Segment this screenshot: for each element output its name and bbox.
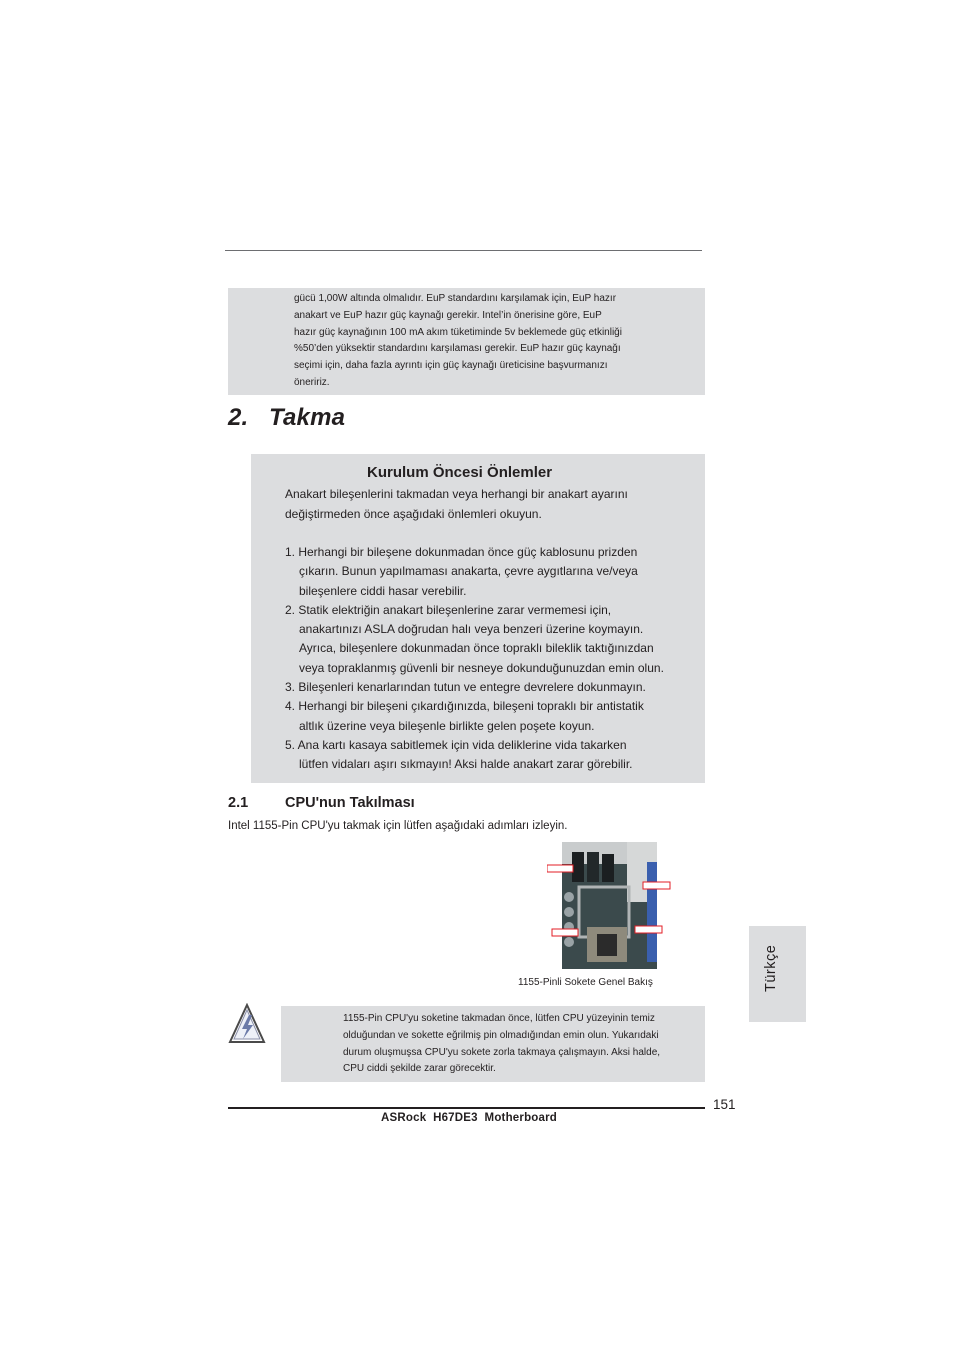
list-item-line: 4. Herhangi bir bileşeni çıkardığınızda, bileşeni topraklı bir antistatik: [285, 699, 644, 714]
top-divider: [225, 250, 702, 251]
warning-line: durum oluşmuşsa CPU'yu sokete zorla takmaya çalışmayın. Aksi halde,: [343, 1046, 661, 1058]
note-text: [294, 291, 694, 392]
bottom-divider: [228, 1107, 705, 1109]
list-item-line: bileşenlere ciddi hasar verebilir.: [299, 583, 467, 598]
footer-title: ASRock H67DE3 Motherboard: [381, 1112, 558, 1124]
warning-line: olduğundan ve sokette eğrilmiş pin olmadığından emin olun. Yukarıdaki: [343, 1029, 659, 1041]
list-item-line: lütfen vidaları aşırı sıkmayın! Aksi halde anakart zarar görebilir.: [299, 757, 633, 772]
precautions-heading: Kurulum Öncesi Önlemler: [367, 464, 553, 481]
socket-photo: [547, 842, 672, 970]
list-item-line: 5. Ana kartı kasaya sabitlemek için vida deliklerine vida takarken: [285, 737, 627, 752]
note-line: gücü 1,00W altında olmalıdır. EuP standardını karşılamak için, EuP hazır: [294, 293, 617, 304]
list-item-line: çıkarın. Bunun yapılmaması anakarta, çevre aygıtlarına ve/veya: [299, 564, 638, 579]
list-item-line: Ayrıca, bileşenlere dokunmadan önce topraklı bileklik taktığınızdan: [299, 641, 654, 656]
intro-line: Anakart bileşenlerini takmadan veya herhangi bir anakart ayarını: [285, 487, 628, 501]
warning-line: 1155-Pin CPU'yu soketine takmadan önce, lütfen CPU yüzeyinin temiz: [343, 1013, 655, 1024]
warning-triangle-icon: [228, 1003, 266, 1045]
subsection-number: 2.1: [228, 795, 249, 811]
intro-line: değiştirmeden önce aşağıdaki önlemleri okuyun.: [285, 506, 542, 521]
precautions-list: [285, 543, 700, 775]
warning-text: [343, 1011, 703, 1078]
list-item-line: veya topraklanmış güvenli bir nesneye dokunduğunuzdan emin olun.: [299, 660, 664, 675]
subsection-intro: Intel 1155-Pin CPU'yu takmak için lütfen aşağıdaki adımları izleyin.: [228, 820, 568, 832]
precautions-intro: [285, 485, 695, 524]
note-line: öneririz.: [294, 376, 330, 388]
language-tab-label: Türkçe: [763, 944, 779, 992]
note-line: hazır güç kaynağının 100 mA akım tüketiminde 5v beklemede güç etkinliği: [294, 326, 622, 338]
note-line: %50’den yüksektir standardını karşılaması gerekir. EuP hazır güç kaynağı: [294, 343, 621, 355]
figure-caption: 1155-Pinli Sokete Genel Bakış: [518, 977, 653, 988]
note-line: seçimi için, daha fazla ayrıntı için güç kaynağı üreticisine başvurmanızı: [294, 360, 608, 372]
page-number: 151: [713, 1097, 736, 1112]
list-item-line: altlık üzerine veya bileşenle birlikte gelen poşete koyun.: [299, 718, 595, 733]
section-title: 2. Takma: [228, 404, 346, 431]
note-line: anakart ve EuP hazır güç kaynağı gerekir. Intel’in önerisine göre, EuP: [294, 309, 602, 321]
warning-line: CPU ciddi şekilde zarar görecektir.: [343, 1063, 496, 1075]
list-item-line: 3. Bileşenleri kenarlarından tutun ve entegre devrelere dokunmayın.: [285, 680, 646, 695]
subsection-title: CPU'nun Takılması: [285, 795, 415, 811]
list-item-line: 2. Statik elektriğin anakart bileşenlerine zarar vermemesi için,: [285, 602, 612, 617]
list-item-line: anakartınızı ASLA doğrudan halı veya benzeri üzerine koymayın.: [299, 622, 644, 637]
list-item-line: 1. Herhangi bir bileşene dokunmadan önce güç kablosunu prizden: [285, 545, 638, 559]
